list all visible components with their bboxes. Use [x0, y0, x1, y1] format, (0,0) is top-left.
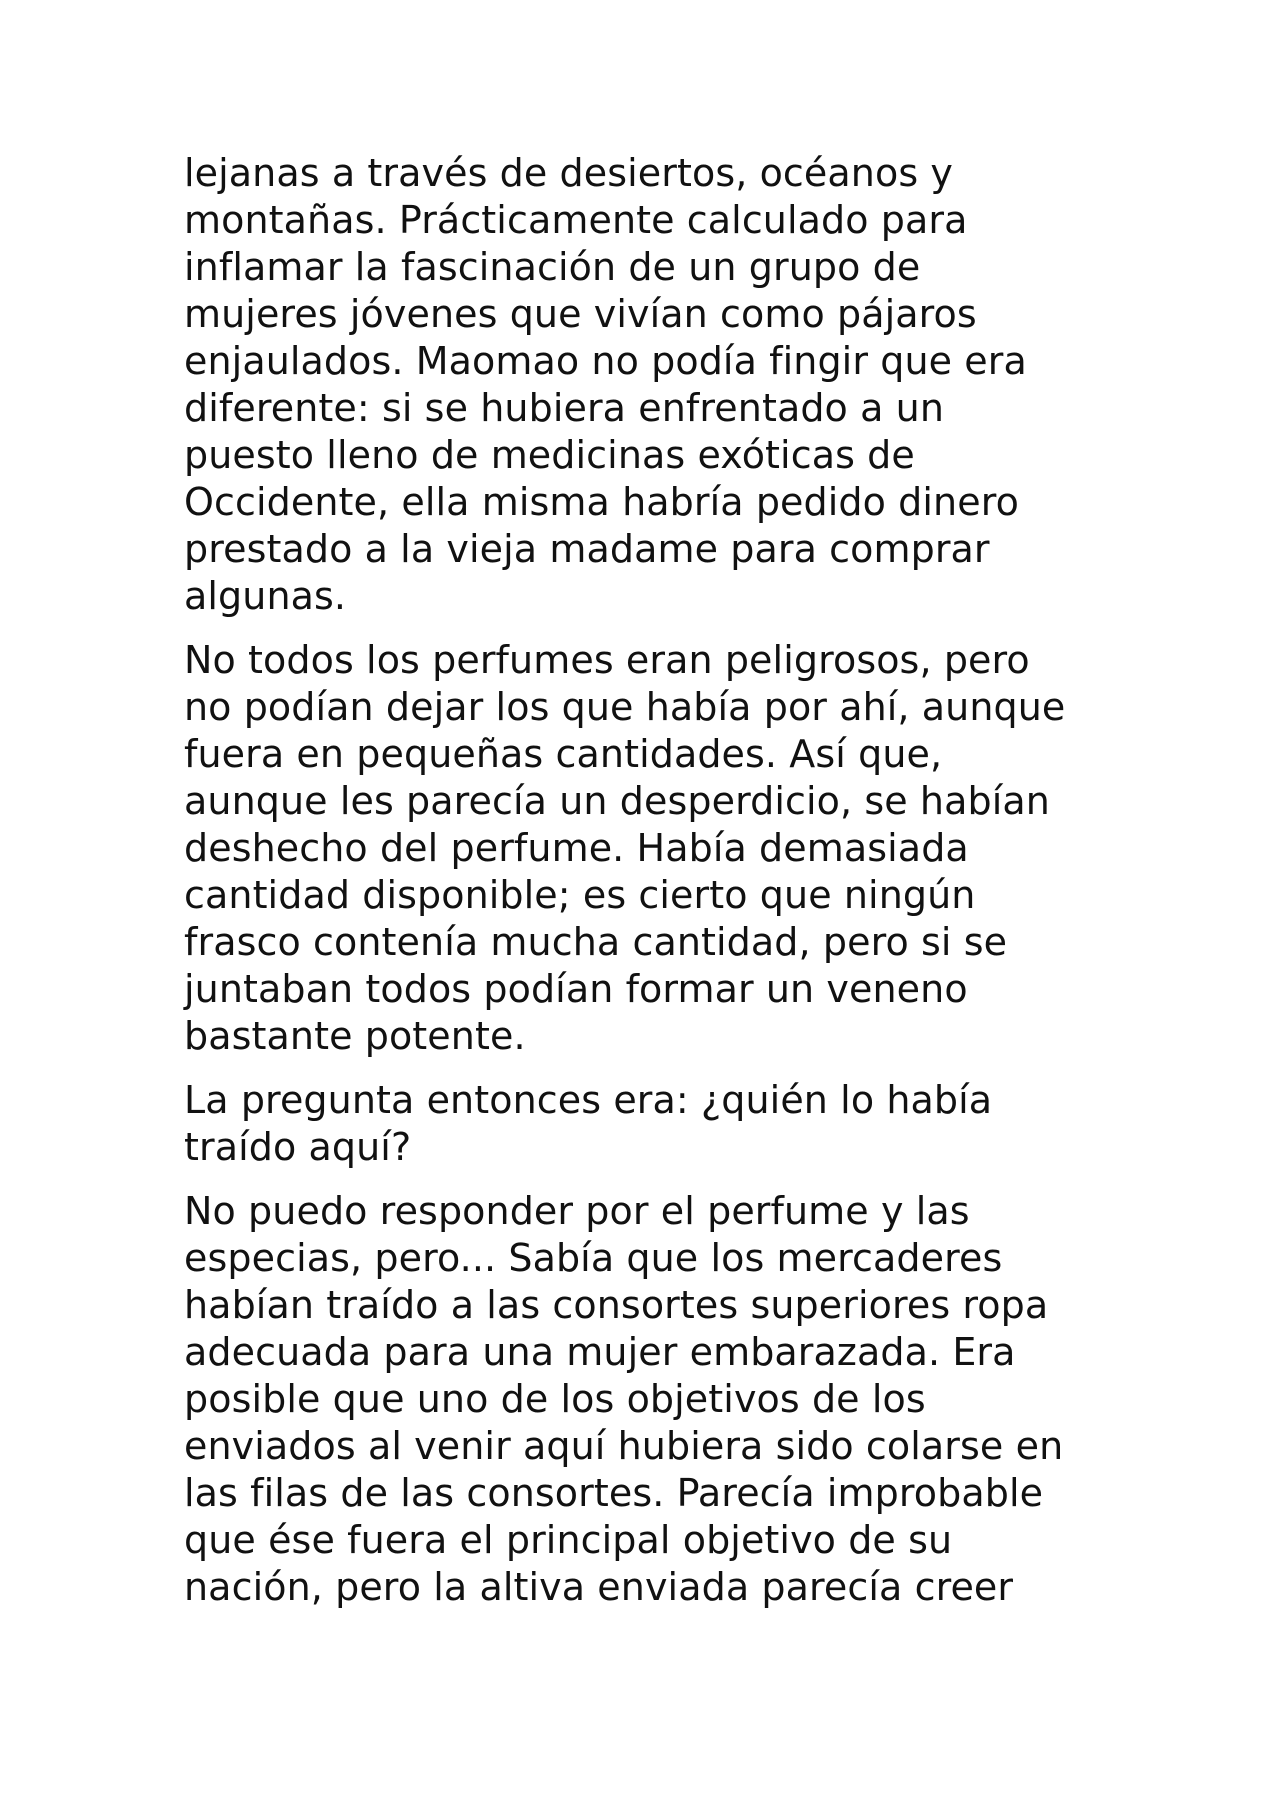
paragraph-1 [184, 150, 1124, 620]
text-line: nación, pero la altiva enviada parecía creer [184, 1565, 1014, 1609]
text-line: habían traído a las consortes superiores ropa [184, 1283, 1049, 1327]
paragraph-4 [184, 1188, 1124, 1611]
text-line: No puedo responder por el perfume y las [184, 1189, 970, 1233]
text-line: cantidad disponible; es cierto que ningún [184, 873, 976, 917]
text-line: montañas. Prácticamente calculado para [184, 198, 968, 242]
paragraph-2 [184, 637, 1124, 1060]
text-line: posible que uno de los objetivos de los [184, 1377, 926, 1421]
text-line: enviados al venir aquí hubiera sido colarse en [184, 1424, 1064, 1468]
text-line: traído aquí? [184, 1125, 412, 1169]
text-line: lejanas a través de desiertos, océanos y [184, 151, 953, 195]
text-line: inflamar la fascinación de un grupo de [184, 245, 921, 289]
text-line: prestado a la vieja madame para comprar [184, 527, 990, 571]
text-line: no podían dejar los que había por ahí, aunque [184, 685, 1066, 729]
text-line: diferente: si se hubiera enfrentado a un [184, 386, 945, 430]
text-line: No todos los perfumes eran peligrosos, pero [184, 638, 1030, 682]
text-line: las filas de las consortes. Parecía improbable [184, 1471, 1044, 1515]
body-text [184, 150, 1124, 1628]
text-line: adecuada para una mujer embarazada. Era [184, 1330, 1016, 1374]
text-line: enjaulados. Maomao no podía fingir que era [184, 339, 1027, 383]
text-line: La pregunta entonces era: ¿quién lo había [184, 1078, 993, 1122]
text-line: Occidente, ella misma habría pedido dinero [184, 480, 1019, 524]
text-line: especias, pero... Sabía que los mercaderes [184, 1236, 1003, 1280]
text-line: frasco contenía mucha cantidad, pero si se [184, 920, 1008, 964]
text-line: juntaban todos podían formar un veneno [184, 967, 968, 1011]
text-line: algunas. [184, 574, 347, 618]
text-line: fuera en pequeñas cantidades. Así que, [184, 732, 943, 776]
paragraph-3 [184, 1077, 1124, 1171]
text-line: deshecho del perfume. Había demasiada [184, 826, 969, 870]
text-line: bastante potente. [184, 1014, 526, 1058]
text-line: que ése fuera el principal objetivo de su [184, 1518, 953, 1562]
text-line: puesto lleno de medicinas exóticas de [184, 433, 915, 477]
text-line: aunque les parecía un desperdicio, se habían [184, 779, 1050, 823]
text-line: mujeres jóvenes que vivían como pájaros [184, 292, 977, 336]
